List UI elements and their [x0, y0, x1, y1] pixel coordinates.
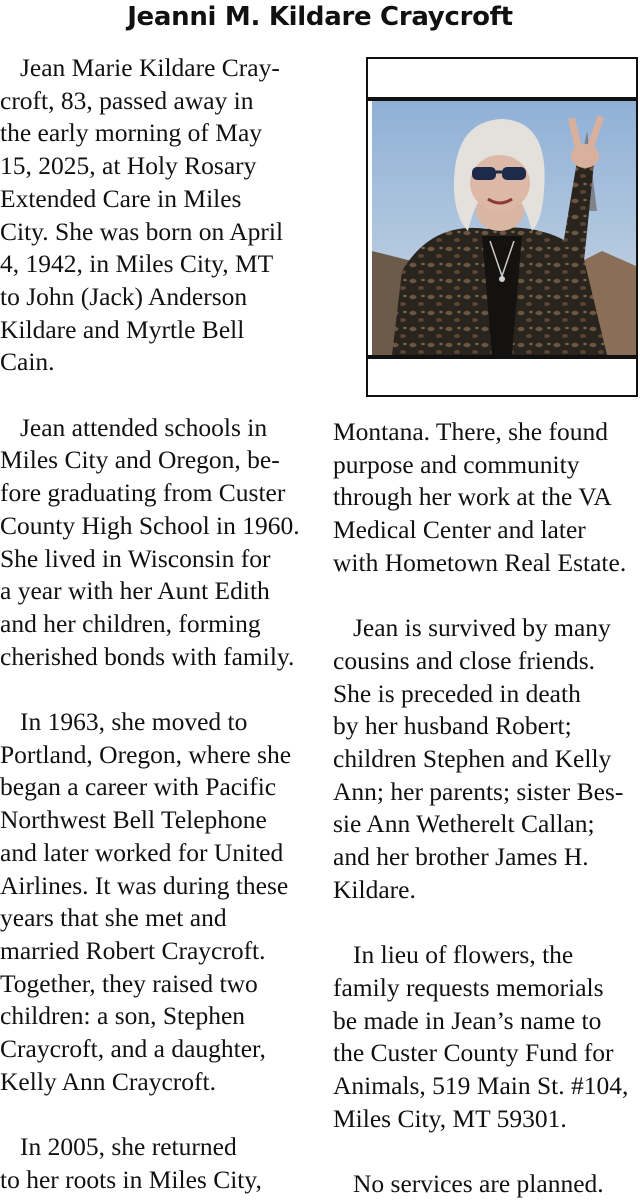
text-line: sie Ann Wetherelt Callan; — [333, 809, 595, 839]
text-line: be made in Jean’s name to — [333, 1005, 602, 1035]
text-line: Together, they raised two — [0, 968, 258, 998]
text-line: In 1963, she moved to — [20, 707, 248, 737]
text-line: cherished bonds with family. — [0, 641, 295, 671]
text-line: Animals, 519 Main St. #104, — [333, 1071, 629, 1101]
paragraph-memorials — [333, 939, 640, 1135]
text-line: the Custer County Fund for — [333, 1038, 614, 1068]
text-line: County High School in 1960. — [0, 510, 300, 540]
text-line: In 2005, she returned — [20, 1132, 237, 1162]
left-text-column — [0, 52, 312, 1197]
text-line: and her children, forming — [0, 608, 261, 638]
text-line: years that she met and — [0, 903, 227, 933]
text-line: children: a son, Stephen — [0, 1001, 246, 1031]
text-line: Kelly Ann Craycroft. — [0, 1066, 216, 1096]
text-line: cousins and close friends. — [333, 645, 596, 675]
text-line: croft, 83, passed away in — [0, 85, 254, 115]
text-line: Medical Center and later — [333, 515, 586, 545]
text-line: and her brother James H. — [333, 842, 589, 872]
text-line: Northwest Bell Telephone — [0, 805, 267, 835]
text-line: She is preceded in death — [333, 678, 581, 708]
paragraph-survivors — [333, 612, 640, 906]
text-line: Miles City and Oregon, be- — [0, 445, 280, 475]
text-line: to John (Jack) Anderson — [0, 281, 248, 311]
text-line: Extended Care in Miles — [0, 183, 242, 213]
text-line: the early morning of May — [0, 118, 263, 148]
text-line: fore graduating from Custer — [0, 478, 286, 508]
text-line: with Hometown Real Estate. — [333, 547, 627, 577]
text-line: Jean is survived by many — [353, 613, 611, 643]
text-line: purpose and community — [333, 449, 580, 479]
photo-frame-bottom-border — [368, 355, 636, 359]
text-line: In lieu of flowers, the — [353, 940, 574, 970]
right-text-column — [333, 416, 640, 1201]
paragraph-education — [0, 412, 312, 674]
paragraph-career-family — [0, 706, 312, 1098]
text-line: and later worked for United — [0, 837, 284, 867]
text-line: married Robert Craycroft. — [0, 935, 266, 965]
text-line: Airlines. It was during these — [0, 870, 289, 900]
text-line: Jean Marie Kildare Cray- — [20, 53, 280, 82]
text-line: Portland, Oregon, where she — [0, 739, 292, 769]
text-line: Montana. There, she found — [333, 417, 608, 446]
paragraph-biography-intro — [0, 52, 312, 379]
text-line: City. She was born on April — [0, 216, 284, 246]
text-line: children Stephen and Kelly — [333, 744, 612, 774]
text-line: No services are planned. — [353, 1169, 604, 1199]
text-line: by her husband Robert; — [333, 711, 572, 741]
paragraph-return-home — [0, 1131, 312, 1196]
text-line: to her roots in Miles City, — [0, 1164, 262, 1194]
text-line: Miles City, MT 59301. — [333, 1103, 567, 1133]
portrait-photo-frame — [366, 57, 638, 397]
text-line: 15, 2025, at Holy Rosary — [0, 151, 257, 181]
text-line: began a career with Pacific — [0, 772, 277, 802]
paragraph-montana-work — [333, 416, 640, 580]
text-line: Craycroft, and a daughter, — [0, 1034, 266, 1064]
text-line: Jean attended schools in — [20, 412, 268, 442]
text-line: family requests memorials — [333, 972, 604, 1002]
text-line: 4, 1942, in Miles City, MT — [0, 249, 274, 279]
text-line: through her work at the VA — [333, 482, 612, 512]
text-line: She lived in Wisconsin for — [0, 543, 271, 573]
paragraph-services — [333, 1168, 640, 1201]
text-line: Ann; her parents; sister Bes- — [333, 776, 624, 806]
text-line: Cain. — [0, 347, 55, 377]
obituary-title: Jeanni M. Kildare Craycroft — [127, 2, 513, 32]
text-line: Kildare. — [333, 874, 416, 904]
text-line: a year with her Aunt Edith — [0, 576, 270, 606]
portrait-photo — [372, 101, 636, 355]
text-line: Kildare and Myrtle Bell — [0, 314, 245, 344]
